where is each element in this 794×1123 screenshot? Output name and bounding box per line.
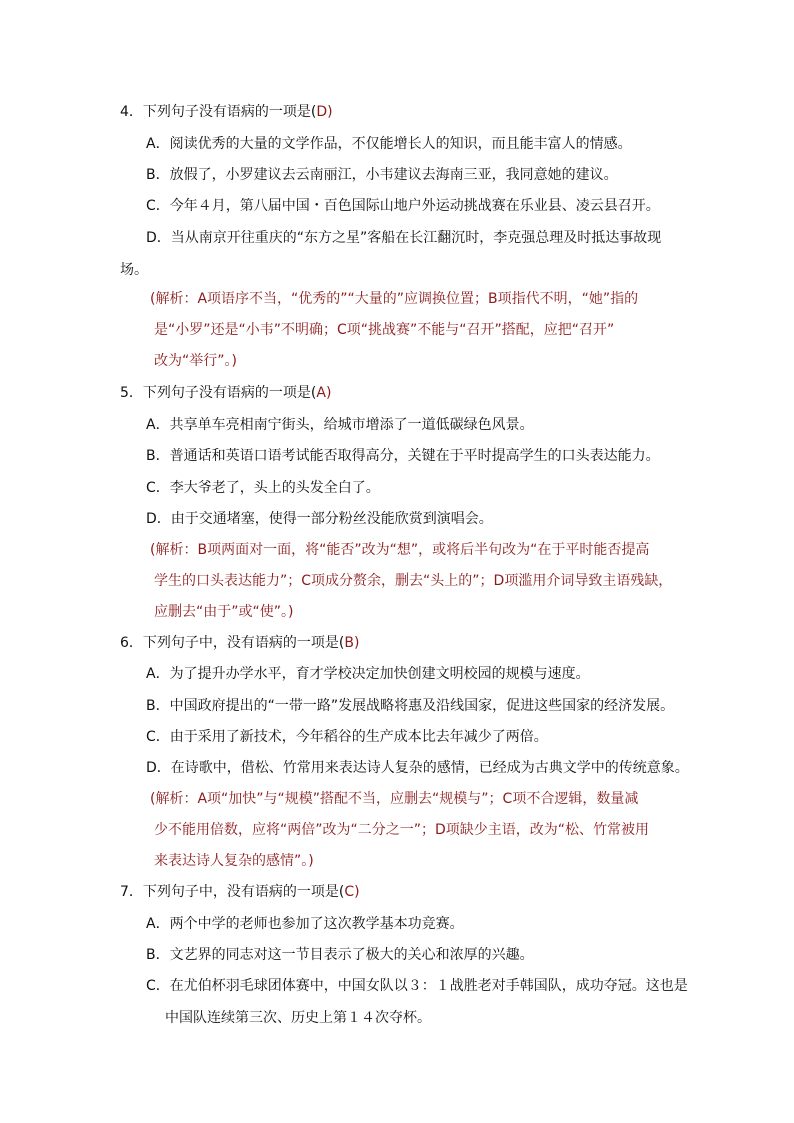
- question-4-answer: D: [316, 104, 328, 120]
- question-6-option-a: A．为了提升办学水平，育才学校决定加快创建文明校园的规模与速度。: [146, 666, 590, 682]
- question-6-answer: B: [344, 635, 354, 651]
- question-4-explanation-line-2: 是“小罗”还是“小韦”不明确；C项“挑战赛”不能与“召开”搭配，应把“召开”: [154, 322, 615, 338]
- question-6-option-b: B．中国政府提出的“一带一路”发展战略将惠及沿线国家，促进这些国家的经济发展。: [146, 698, 675, 714]
- question-6-explanation-line-3: 来表达诗人复杂的感情”。): [154, 853, 314, 869]
- question-7-option-b: B．文艺界的同志对这一节目表示了极大的关心和浓厚的兴趣。: [146, 947, 534, 963]
- question-4-explanation-line-1: (解析：A项语序不当，“优秀的”“大量的”应调换位置；B项指代不明，“她”指的: [150, 291, 639, 307]
- question-5-explanation-line-2: 学生的口头表达能力”；C项成分赘余，删去“头上的”；D项滥用介词导致主语残缺，: [154, 573, 673, 589]
- question-6-option-c: C．由于采用了新技术，今年稻谷的生产成本比去年减少了两倍。: [146, 729, 548, 745]
- question-7-answer: C: [344, 884, 355, 900]
- question-7-text: 7．下列句子中，没有语病的一项是(: [120, 884, 345, 900]
- question-5-option-a: A．共享单车亮相南宁街头，给城市增添了一道低碳绿色风景。: [146, 417, 534, 433]
- question-5-stem: [120, 383, 331, 403]
- question-6-stem: [120, 633, 359, 653]
- question-4-option-d-continued: 场。: [120, 262, 148, 278]
- question-6-explanation-line-1: (解析：A项“加快”与“规模”搭配不当，应删去“规模与”；C项不合逻辑，数量减: [150, 791, 639, 807]
- question-6-option-d: D．在诗歌中，借松、竹常用来表达诗人复杂的感情，已经成为古典文学中的传统意象。: [146, 760, 689, 776]
- question-5-option-c: C．李大爷老了，头上的头发全白了。: [146, 480, 380, 496]
- question-4-stem: [120, 102, 333, 122]
- question-4-option-b: B．放假了，小罗建议去云南丽江，小韦建议去海南三亚，我同意她的建议。: [146, 167, 618, 183]
- question-5-option-d: D．由于交通堵塞，使得一部分粉丝没能欣赏到演唱会。: [146, 511, 493, 527]
- question-7-option-c-continued: 中国队连续第三次、历史上第１４次夺杯。: [165, 1010, 431, 1026]
- question-5-answer: A: [316, 385, 326, 401]
- question-7-stem: [120, 882, 360, 902]
- question-5-text: 5．下列句子没有语病的一项是(: [120, 385, 317, 401]
- question-7-close: ): [354, 884, 360, 900]
- question-6-text: 6．下列句子中，没有语病的一项是(: [120, 635, 345, 651]
- question-7-option-a: A．两个中学的老师也参加了这次教学基本功竞赛。: [146, 916, 464, 932]
- question-5-option-b: B．普通话和英语口语考试能否取得高分，关键在于平时提高学生的口头表达能力。: [146, 448, 660, 464]
- question-4-option-d: D．当从南京开往重庆的“东方之星”客船在长江翻沉时，李克强总理及时抵达事故现: [146, 230, 662, 246]
- question-4-explanation-line-3: 改为“举行”。): [154, 353, 237, 369]
- question-4-close: ): [327, 104, 333, 120]
- question-6-explanation-line-2: 少不能用倍数，应将“两倍”改为“二分之一”；D项缺少主语，改为“松、竹常被用: [154, 822, 650, 838]
- question-4-option-c: C．今年４月，第八届中国・百色国际山地户外运动挑战赛在乐业县、凌云县召开。: [146, 198, 660, 214]
- question-5-explanation-line-1: (解析：B项两面对一面，将“能否”改为“想”，或将后半句改为“在于平时能否提高: [150, 542, 650, 558]
- question-5-explanation-line-3: 应删去“由于”或“使”。): [154, 604, 294, 620]
- question-5-close: ): [325, 385, 332, 401]
- question-4-text: 4．下列句子没有语病的一项是(: [120, 104, 317, 120]
- question-7-option-c: C．在尤伯杯羽毛球团体赛中，中国女队以３：１战胜老对手韩国队，成功夺冠。这也是: [146, 978, 688, 994]
- question-4-option-a: A．阅读优秀的大量的文学作品，不仅能增长人的知识，而且能丰富人的情感。: [146, 136, 632, 152]
- question-6-close: ): [353, 635, 360, 651]
